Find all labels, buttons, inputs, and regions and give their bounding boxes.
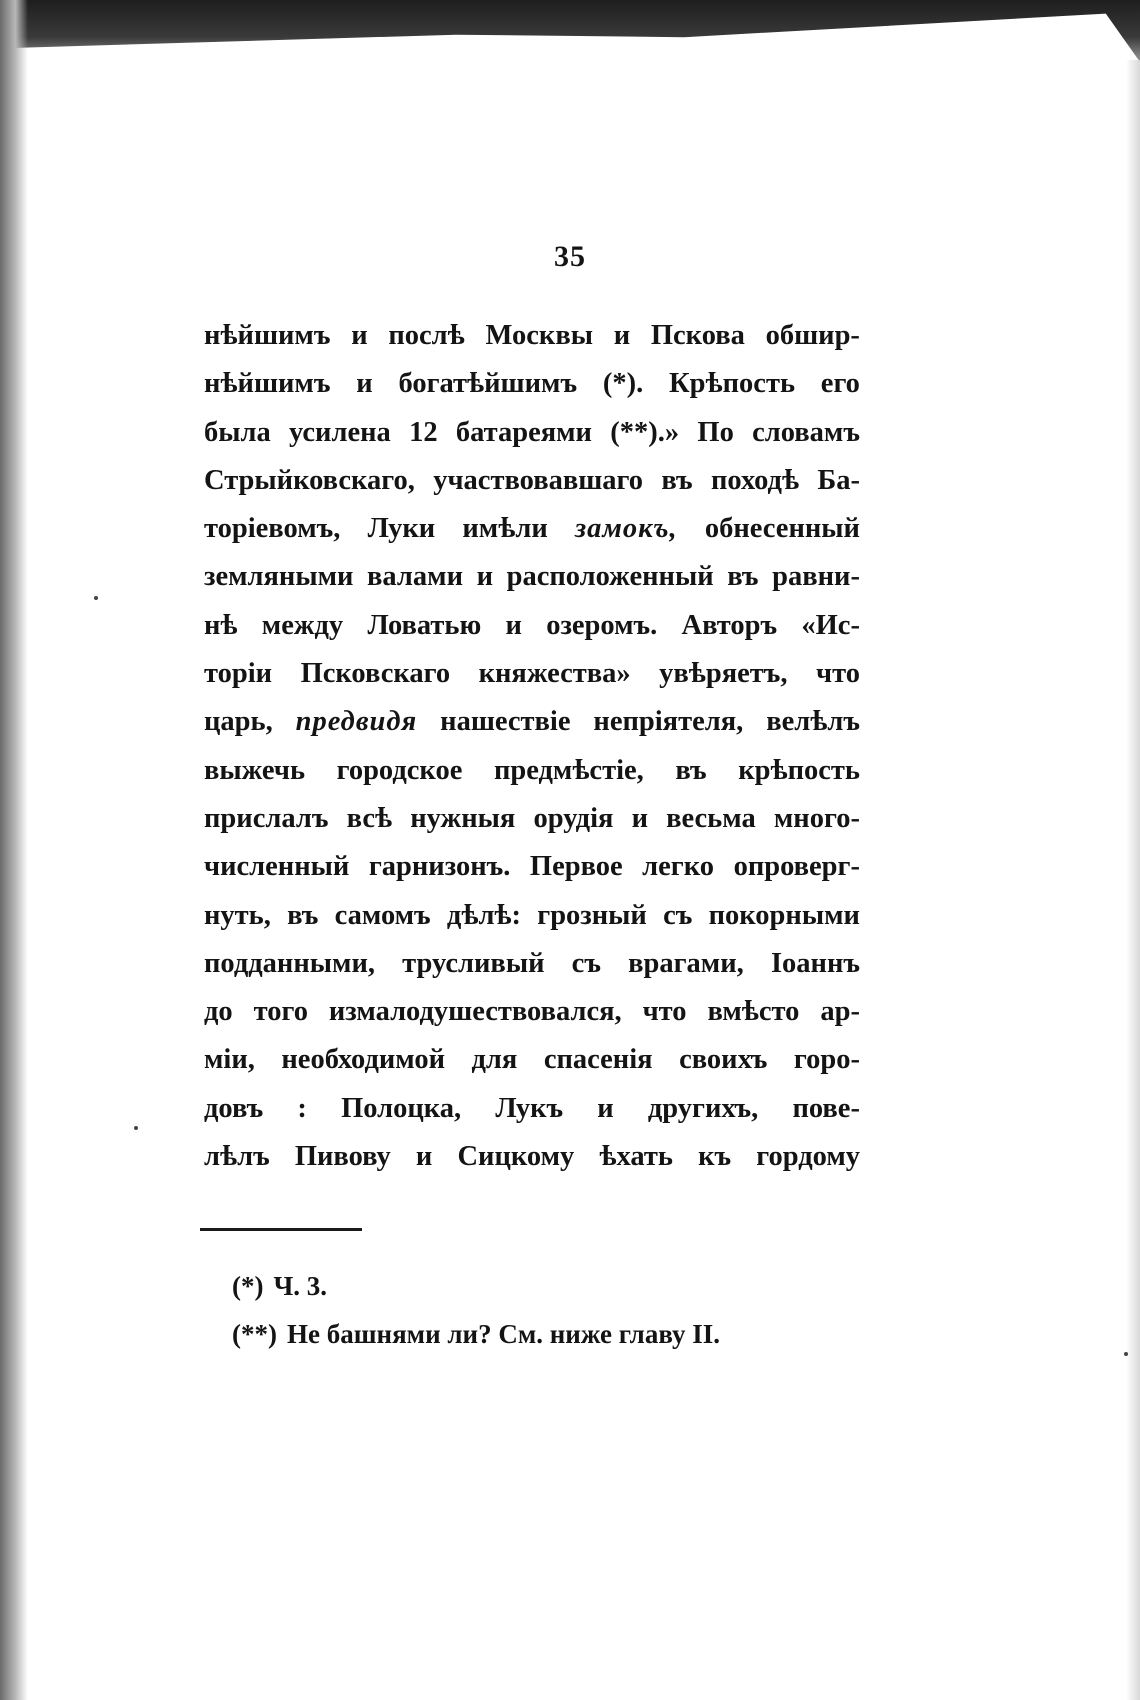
word: (*). — [602, 368, 644, 400]
word: Пивову — [294, 1141, 391, 1173]
word: между — [261, 609, 344, 641]
word: нѣйшимъ — [204, 368, 331, 400]
word: вмѣсто — [707, 996, 800, 1028]
word: легко — [642, 851, 715, 883]
text-line — [204, 505, 860, 553]
word: съ — [663, 899, 693, 931]
word: Лукъ — [495, 1092, 564, 1124]
word: По — [697, 416, 734, 448]
footnote-mark: (**) — [232, 1319, 277, 1349]
word: участвовавшаго — [433, 464, 644, 496]
word: врагами, — [628, 947, 744, 979]
text-line — [204, 602, 860, 650]
text-line — [204, 457, 860, 505]
text-line — [204, 747, 860, 795]
text-line — [204, 988, 860, 1036]
word: нѣ — [204, 609, 238, 641]
word: подданными, — [204, 947, 375, 979]
word: въ — [675, 754, 707, 786]
text-line — [204, 892, 860, 940]
text-line — [204, 1133, 860, 1181]
word: и — [631, 802, 648, 834]
word: Сицкому — [457, 1141, 575, 1173]
word: ѣхать — [599, 1141, 673, 1173]
word: въ — [661, 464, 693, 496]
word: что — [642, 996, 687, 1028]
word: обшир- — [765, 320, 860, 351]
word: Стрыйковскаго, — [204, 464, 415, 496]
scan-top-edge — [0, 0, 1140, 62]
word: орудія — [533, 802, 614, 834]
word: міи, — [204, 1044, 255, 1076]
word: всѣ — [346, 802, 393, 834]
scan-right-edge — [1126, 60, 1140, 1700]
text-line — [204, 795, 860, 843]
text-line — [204, 650, 860, 698]
word: его — [820, 368, 860, 400]
word: Псковскаго — [300, 658, 451, 690]
word: царь, — [204, 706, 273, 738]
word: непріятеля, — [593, 706, 744, 738]
scan-speck — [134, 1126, 138, 1130]
word: прислалъ — [204, 802, 329, 834]
word: гордому — [756, 1141, 860, 1173]
word: богатѣйшимъ — [398, 368, 578, 400]
word: трусливый — [402, 947, 545, 979]
word: самомъ — [334, 899, 431, 931]
word: усилена — [289, 416, 391, 448]
word: пове- — [792, 1092, 860, 1124]
text-line — [204, 940, 860, 988]
text-line — [204, 843, 860, 891]
word: Ба- — [817, 464, 860, 496]
word: имѣли — [462, 513, 548, 545]
word: была — [204, 416, 271, 448]
word: и — [613, 320, 631, 351]
body-text — [204, 312, 860, 1181]
word: : — [297, 1092, 307, 1124]
word: Первое — [529, 851, 623, 883]
text-line — [204, 553, 860, 601]
word: своихъ — [679, 1044, 768, 1076]
word: нужныя — [410, 802, 516, 834]
word: нуть, — [204, 899, 271, 931]
word: предвидя — [295, 706, 418, 738]
word: ар- — [820, 996, 860, 1028]
word: къ — [698, 1141, 732, 1173]
word: и — [351, 320, 368, 351]
footnote-text: Ч. 3. — [273, 1271, 328, 1301]
word: и — [597, 1092, 614, 1124]
word: въ — [287, 899, 319, 931]
word: послѣ — [388, 320, 465, 351]
word: горо- — [793, 1044, 860, 1076]
word: (**).» — [610, 416, 680, 448]
word: необходимой — [281, 1044, 446, 1076]
text-line — [204, 409, 860, 457]
word: и — [505, 609, 522, 641]
word: и — [356, 368, 373, 400]
word: въ — [727, 561, 759, 593]
word: много- — [773, 802, 860, 834]
word: земляными — [204, 561, 354, 593]
footnote-mark: (*) — [232, 1271, 264, 1301]
word: дѣлѣ: — [446, 899, 522, 931]
word: Пскова — [650, 320, 745, 351]
word: измалодушествовался, — [328, 996, 622, 1028]
footnote-text: Не башнями ли? См. ниже главу II. — [286, 1319, 720, 1349]
word: городское — [336, 754, 463, 786]
word: торіевомъ, — [204, 513, 341, 545]
text-line — [204, 698, 860, 746]
word: довъ — [204, 1092, 264, 1124]
word: Крѣпость — [669, 368, 796, 400]
word: гарнизонъ. — [368, 851, 511, 883]
footnote — [232, 1262, 720, 1310]
word: другихъ, — [647, 1092, 759, 1124]
word: и — [476, 561, 494, 593]
word: спасенія — [543, 1044, 653, 1076]
word: грозный — [537, 899, 647, 931]
word: Ловатью — [367, 609, 482, 641]
page-number: 35 — [554, 240, 586, 273]
word: численный — [204, 851, 350, 883]
word: предмѣстіе, — [493, 754, 644, 786]
word: Полоцка, — [341, 1092, 462, 1124]
scan-speck — [94, 596, 98, 600]
word: того — [253, 996, 308, 1028]
text-line — [204, 1036, 860, 1084]
text-line — [204, 360, 860, 408]
word: что — [816, 658, 860, 690]
word: Луки — [367, 513, 436, 545]
word: нашествіе — [440, 706, 571, 738]
word: батареями — [455, 416, 592, 448]
word: крѣпость — [738, 754, 860, 786]
word: покорными — [708, 899, 860, 931]
scan-speck — [1124, 1352, 1128, 1356]
word: лѣлъ — [204, 1141, 270, 1173]
word: весьма — [666, 802, 756, 834]
word: словамъ — [752, 416, 860, 448]
word: и — [415, 1141, 433, 1173]
word: 12 — [409, 416, 438, 448]
footnotes — [232, 1262, 720, 1358]
word: выжечь — [204, 754, 306, 786]
word: Авторъ — [681, 609, 778, 641]
word: «Ис- — [801, 609, 860, 641]
word: съ — [571, 947, 601, 979]
text-line — [204, 312, 860, 360]
word: увѣряетъ, — [659, 658, 788, 690]
word: для — [471, 1044, 518, 1076]
word: торіи — [204, 658, 273, 690]
word: до — [204, 996, 233, 1028]
word: равни- — [772, 561, 860, 593]
word: Москвы — [485, 320, 593, 351]
word: озеромъ. — [546, 609, 658, 641]
word: замокъ, — [574, 513, 678, 545]
word: обнесенный — [704, 513, 860, 545]
word: походѣ — [711, 464, 800, 496]
word: расположенный — [506, 561, 714, 593]
word: Іоаннъ — [770, 947, 860, 979]
word: велѣлъ — [766, 706, 860, 738]
footnote-divider — [200, 1228, 362, 1231]
word: нѣйшимъ — [204, 320, 331, 351]
footnote — [232, 1310, 720, 1358]
word: валами — [367, 561, 463, 593]
word: опроверг- — [733, 851, 860, 883]
text-line — [204, 1085, 860, 1133]
word: княжества» — [478, 658, 631, 690]
